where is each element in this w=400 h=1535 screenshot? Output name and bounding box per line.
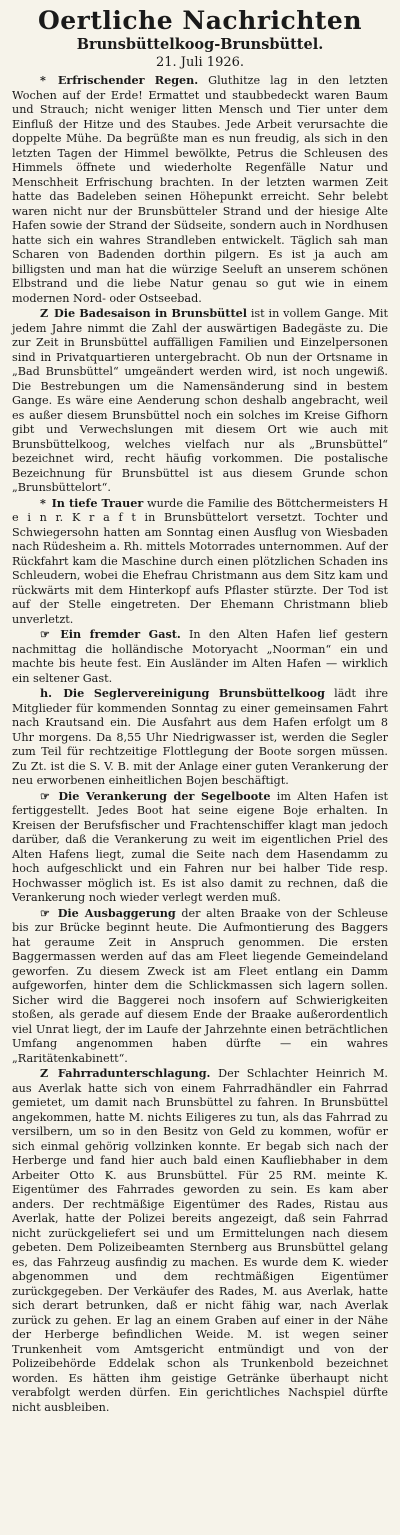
article-body: ist in vollem Gange. Mit jedem Jahre nimmt die Zahl der auswärtigen Badegäste zu. Die zur Zeit in Brunsbüttel auffälligen Familien und Einzelpersonen sind in Privatquartieren untergebracht. Ob nun der Ortsname in „Bad Brunsbüttel“ umgeändert werden wird, ist noch ungewiß. Die Bestrebungen um die Namensänderung sind in bestem Gange. Es wäre eine Aenderung schon deshalb angebracht, weil es außer diesem Brunsbüttel noch ein solches im Kreise Gifhorn gibt und Verwechslungen mit diesem Ort wie auch mit Brunsbüttelkoog, welches vielfach nur als „Brunsbüttel“ bezeichnet wird, recht häufig vorkommen. Die postalische Bezeichnung für Brunsbüttel ist aus diesem Grunde schon „Brunsbüttelort“.: [12, 307, 388, 494]
article-body: lädt ihre Mitglieder für kommenden Sonntag zu einer gemeinsamen Fahrt nach Krautsand ein. Die Ausfahrt aus dem Hafen erfolgt um 8 Uhr morgens. Da 8,55 Uhr Niedrigwasser ist, werden die Segler zum Teil für rechtzeitige Flottlegung der Boote sorgen müssen. Zu Zt. ist die S. V. B. mit der Anlage einer guten Verankerung der neu erworbenen einheitlichen Bojen beschäftigt.: [12, 687, 388, 787]
article-rain: [12, 73, 388, 306]
article-marker: ☞: [40, 788, 51, 803]
article-body: wurde die Familie des Böttchermeisters H e i n r. K r a f t in Brunsbüttelort versetzt. Tochter und Schwiegersohn hatten am Sonntag einen Ausflug von Wiesbaden nach Rüdesheim a. Rh. mittels Motorrades unternommen. Auf der Rückfahrt kam die Maschine durch einen plötzlichen Schaden ins Schleudern, wobei die Ehefrau Christmann aus dem Sitz kam und rückwärts mit dem Hinterkopf aufs Pflaster stürzte. Der Tod ist auf der Stelle eingetreten. Der Ehemann Christmann blieb unverletzt.: [12, 496, 388, 626]
dateline: 21. Juli 1926.: [155, 55, 245, 70]
article-marker: *: [40, 495, 46, 510]
article-headline: In tiefe Trauer: [51, 495, 144, 510]
masthead: [12, 6, 388, 71]
article-mourning: [12, 496, 388, 628]
article-headline: Die Ausbaggerung: [57, 905, 176, 920]
article-body: der alten Braake von der Schleuse bis zur Brücke beginnt heute. Die Aufmontierung des Baggers hat geraume Zeit in Anspruch genommen. Die ersten Baggermassen werden auf das am Fleet liegende Gemeindeland geworfen. Zu diesem Zweck ist am Fleet entlang ein Damm aufgeworfen, hinter dem die Schlickmassen sich lagern sollen. Sicher wird die Baggerei noch insofern auf Schwierigkeiten stoßen, als gerade auf diesem Ende der Braake außerordentlich viel Unrat liegt, der im Laufe der Jahrzehnte einen beträchtlichen Umfang angenommen haben dürfte — ein wahres „Raritätenkabinett“.: [12, 906, 388, 1065]
article-headline: Die Seglervereinigung Brunsbüttelkoog: [63, 686, 325, 700]
page-title: Oertliche Nachrichten: [37, 6, 363, 35]
article-marker: ☞: [40, 905, 51, 920]
article-headline: Ein fremder Gast.: [60, 627, 181, 641]
article-bath-season: [12, 306, 388, 496]
article-headline: Die Verankerung der Segelboote: [58, 788, 271, 803]
article-marker: ☞: [40, 627, 51, 641]
article-marker: *: [40, 73, 46, 87]
page-subtitle: Brunsbüttelkoog-Brunsbüttel.: [76, 36, 324, 53]
article-body: Der Schlachter Heinrich M. aus Averlak hatte sich von einem Fahrradhändler ein Fahrrad gemietet, um damit nach Brunsbüttel zu fahren. In Brunsbüttel angekommen, hatte M. nichts Eiligeres zu tun, als das Fahrrad zu versilbern, um so in den Besitz von Geld zu kommen, wofür er sich einmal gehörig vollzinken konnte. Er begab sich nach der Herberge und fand hier auch bald einen Kaufliebhaber in dem Arbeiter Otto K. aus Brunsbüttel. Für 25 RM. meinte K. Eigentümer des Fahrrades geworden zu sein. Es kam aber anders. Der rechtmäßige Eigentümer des Rades, Ristau aus Averlak, hatte der Polizei bereits angezeigt, daß sein Fahrrad nicht zurückgeliefert sei und um Ermittelungen nach diesem gebeten. Dem Polizeibeamten Sternberg aus Brunsbüttel gelang es, das Fahrzeug ausfindig zu machen. Es wurde dem K. wieder abgenommen und dem rechtmäßigen Eigentümer zurückgegeben. Der Verkäufer des Rades, M. aus Averlak, hatte sich derart betrunken, daß er nicht fähig war, nach Averlak zurück zu gehen. Er lag an einem Graben auf einer in der Nähe der Herberge befindlichen Weide. M. ist wegen seiner Trunkenheit vom Amtsgericht entmündigt und von der Polizeibehörde Eddelak schon als Trunkenbold bezeichnet worden. Es hätten ihm geistige Getränke überhaupt nicht verabfolgt werden dürfen. Ein gerichtliches Nachspiel dürfte nicht ausbleiben.: [12, 1067, 388, 1414]
article-dredging: [12, 906, 388, 1067]
article-body: Gluthitze lag in den letzten Wochen auf der Erde! Ermattet und staubbedeckt waren Baum und Strauch; nicht weniger litten Mensch und Tier unter dem Einfluß der Hitze und des Staubes. Jede Arbeit verursachte die doppelte Mühe. Da begrüßte man es nun freudig, als sich in den letzten Tagen der Himmel bewölkte, Petrus die Schleusen des Himmels öffnete und wiederholte Regenfälle Natur und Menschheit Erfrischung brachten. In der letzten warmen Zeit hatte das Badeleben seinen Höhepunkt erreicht. Sehr belebt waren nicht nur der Brunsbütteler Strand und der hiesige Alte Hafen sowie der Strand der Südseite, sondern auch in Nordhusen hatte sich ein wahres Strandleben entwickelt. Täglich sah man Scharen von Badenden dorthin pilgern. Es ist ja auch am billigsten und man hat die würzige Seeluft an unserem schönen Elbstrand und die liebe Natur genau so gut wie in einem modernen Nord- oder Ostseebad.: [12, 74, 389, 305]
article-body: im Alten Hafen ist fertiggestellt. Jedes Boot hat seine eigene Boje erhalten. In Kreisen der Berufsfischer und Frachtenschiffer klagt man jedoch darüber, daß die Verankerung zu weit im eigentlichen Priel des Alten Hafens liegt, zumal die Seite nach dem Hasendamm zu hoch aufgeschlickt und ein Fahren nur bei halber Tide resp. Hochwasser möglich ist. Es ist also damit zu rechnen, daß die Verankerung noch wieder verlegt werden muß.: [12, 789, 388, 904]
article-headline: Die Badesaison in Brunsbüttel: [54, 306, 247, 320]
article-headline: Erfrischender Regen.: [57, 73, 199, 87]
article-bicycle-embezzlement: [12, 1066, 388, 1415]
article-body: In den Alten Hafen lief gestern nachmittag die holländische Motoryacht „Noorman“ ein und machte bis heute fest. Ein Ausländer im Alten Hafen — wirklich ein seltener Gast.: [12, 628, 388, 685]
article-marker: Z: [40, 306, 49, 320]
article-foreign-guest: [12, 627, 388, 686]
article-boat-mooring: [12, 789, 388, 906]
article-marker: h.: [40, 686, 53, 700]
article-headline: Fahrradunterschlagung.: [57, 1066, 211, 1080]
article-marker: Z: [40, 1066, 49, 1080]
article-sailing-club: [12, 686, 388, 789]
